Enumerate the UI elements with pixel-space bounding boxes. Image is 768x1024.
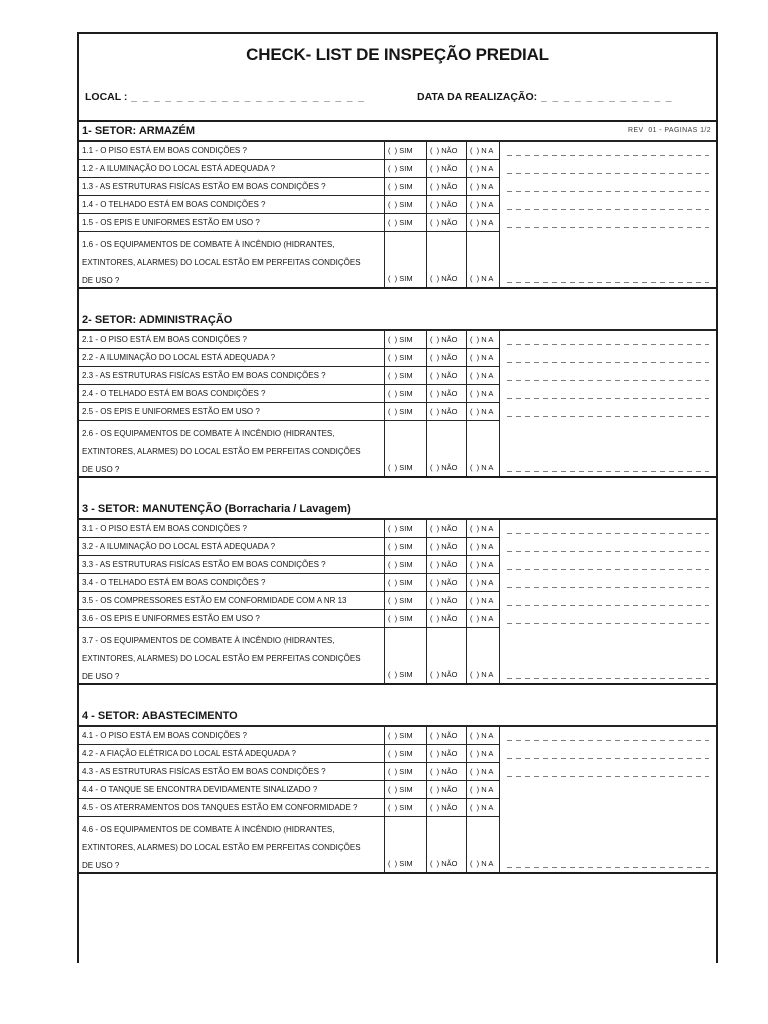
section-rows [79,727,716,874]
checklist-row [79,331,716,349]
question-text: 2.5 - OS EPIS E UNIFORMES ESTÃO EM USO ? [79,403,385,421]
question-text: 4.2 - A FIAÇÃO ELÉTRICA DO LOCAL ESTÁ ADEQUADA ? [79,745,385,763]
checkbox-sim[interactable]: ( ) SIM [385,421,427,476]
checklist-row [79,628,716,683]
question-text: 1.5 - OS EPIS E UNIFORMES ESTÃO EM USO ? [79,214,385,232]
checkbox-na[interactable]: ( ) N A [467,214,500,232]
checkbox-na[interactable]: ( ) N A [467,538,500,556]
question-text: 4.1 - O PISO ESTÁ EM BOAS CONDIÇÕES ? [79,727,385,745]
checkbox-nao[interactable]: ( ) NÃO [427,331,467,349]
checkbox-sim[interactable]: ( ) SIM [385,385,427,403]
section-header [79,500,716,520]
observation-field[interactable] [500,331,716,349]
question-text: 4.5 - OS ATERRAMENTOS DOS TANQUES ESTÃO EM CONFORMIDADE ? [79,799,385,817]
checkbox-nao[interactable]: ( ) NÃO [427,574,467,592]
question-text: 1.2 - A ILUMINAÇÃO DO LOCAL ESTÁ ADEQUADA ? [79,160,385,178]
checklist-row [79,421,716,476]
checkbox-na[interactable]: ( ) N A [467,556,500,574]
observation-field[interactable] [500,799,716,817]
checklist-row [79,232,716,287]
checklist-row [79,556,716,574]
checkbox-sim[interactable]: ( ) SIM [385,160,427,178]
observation-field[interactable] [500,538,716,556]
checkbox-na[interactable]: ( ) N A [467,232,500,287]
checkbox-sim[interactable]: ( ) SIM [385,403,427,421]
section-header [79,311,716,331]
observation-dashed-line [507,776,709,777]
observation-dashed-line [507,416,709,417]
question-text: 4.6 - OS EQUIPAMENTOS DE COMBATE À INCÊNDIO (HIDRANTES, EXTINTORES, ALARMES) DO LOCAL ESTÃO EM PERFEITAS CONDIÇÕES DE USO ? [79,817,385,872]
observation-field[interactable] [500,349,716,367]
checklist-row [79,196,716,214]
checkbox-na[interactable]: ( ) N A [467,385,500,403]
checklist-row [79,520,716,538]
checkbox-na[interactable]: ( ) N A [467,745,500,763]
checklist-row [79,538,716,556]
observation-dashed-line [507,344,709,345]
section-gap [79,685,716,707]
document-sheet [77,32,718,963]
checkbox-na[interactable]: ( ) N A [467,799,500,817]
section-title: 2- SETOR: ADMINISTRAÇÃO [82,313,233,326]
checkbox-sim[interactable]: ( ) SIM [385,214,427,232]
checklist-row [79,142,716,160]
checklist-row [79,349,716,367]
observation-field[interactable] [500,745,716,763]
question-text: 2.2 - A ILUMINAÇÃO DO LOCAL ESTÁ ADEQUADA ? [79,349,385,367]
checkbox-sim[interactable]: ( ) SIM [385,628,427,683]
checklist-section [79,311,716,478]
checkbox-nao[interactable]: ( ) NÃO [427,178,467,196]
checklist-row [79,367,716,385]
checkbox-nao[interactable]: ( ) NÃO [427,142,467,160]
observation-field[interactable] [500,178,716,196]
checkbox-na[interactable]: ( ) N A [467,763,500,781]
checkbox-sim[interactable]: ( ) SIM [385,574,427,592]
observation-field[interactable] [500,160,716,178]
observation-field[interactable] [500,385,716,403]
section-gap [79,478,716,500]
checkbox-na[interactable]: ( ) N A [467,628,500,683]
observation-field[interactable] [500,403,716,421]
checkbox-nao[interactable]: ( ) NÃO [427,160,467,178]
observation-dashed-line [507,587,709,588]
checkbox-nao[interactable]: ( ) NÃO [427,763,467,781]
observation-dashed-line [507,362,709,363]
checkbox-na[interactable]: ( ) N A [467,421,500,476]
checkbox-nao[interactable]: ( ) NÃO [427,520,467,538]
question-text: 3.2 - A ILUMINAÇÃO DO LOCAL ESTÁ ADEQUADA ? [79,538,385,556]
question-text: 3.1 - O PISO ESTÁ EM BOAS CONDIÇÕES ? [79,520,385,538]
section-rows [79,520,716,685]
section-title: 3 - SETOR: MANUTENÇÃO (Borracharia / Lavagem) [82,502,351,515]
question-text: 2.3 - AS ESTRUTURAS FISÍCAS ESTÃO EM BOAS CONDIÇÕES ? [79,367,385,385]
observation-field[interactable] [500,727,716,745]
checkbox-nao[interactable]: ( ) NÃO [427,538,467,556]
observation-field[interactable] [500,421,716,476]
checkbox-nao[interactable]: ( ) NÃO [427,781,467,799]
observation-dashed-line [507,471,709,472]
question-text: 1.4 - O TELHADO ESTÁ EM BOAS CONDIÇÕES ? [79,196,385,214]
checkbox-sim[interactable]: ( ) SIM [385,142,427,160]
checklist-section [79,500,716,685]
question-text: 3.4 - O TELHADO ESTÁ EM BOAS CONDIÇÕES ? [79,574,385,592]
checkbox-na[interactable]: ( ) N A [467,520,500,538]
checkbox-sim[interactable]: ( ) SIM [385,799,427,817]
checkbox-sim[interactable]: ( ) SIM [385,367,427,385]
page-title: CHECK- LIST DE INSPEÇÃO PREDIAL [246,45,549,64]
checkbox-nao[interactable]: ( ) NÃO [427,556,467,574]
question-text: 3.6 - OS EPIS E UNIFORMES ESTÃO EM USO ? [79,610,385,628]
checkbox-sim[interactable]: ( ) SIM [385,745,427,763]
observation-dashed-line [507,605,709,606]
date-field [417,91,673,103]
local-field [85,91,417,103]
checkbox-sim[interactable]: ( ) SIM [385,178,427,196]
section-header [79,122,716,142]
checkbox-na[interactable]: ( ) N A [467,142,500,160]
checklist-row [79,592,716,610]
observation-dashed-line [507,623,709,624]
checkbox-nao[interactable]: ( ) NÃO [427,745,467,763]
observation-field[interactable] [500,763,716,781]
checkbox-nao[interactable]: ( ) NÃO [427,817,467,872]
checkbox-nao[interactable]: ( ) NÃO [427,727,467,745]
observation-field[interactable] [500,196,716,214]
checkbox-na[interactable]: ( ) N A [467,610,500,628]
checkbox-sim[interactable]: ( ) SIM [385,520,427,538]
question-text: 4.3 - AS ESTRUTURAS FISÍCAS ESTÃO EM BOAS CONDIÇÕES ? [79,763,385,781]
observation-field[interactable] [500,520,716,538]
observation-dashed-line [507,173,709,174]
observation-dashed-line [507,551,709,552]
observation-dashed-line [507,533,709,534]
question-text: 1.1 - O PISO ESTÁ EM BOAS CONDIÇÕES ? [79,142,385,160]
observation-dashed-line [507,740,709,741]
checkbox-nao[interactable]: ( ) NÃO [427,196,467,214]
checklist-row [79,745,716,763]
observation-field[interactable] [500,214,716,232]
checkbox-sim[interactable]: ( ) SIM [385,763,427,781]
observation-dashed-line [507,758,709,759]
checklist-row [79,610,716,628]
checklist-row [79,403,716,421]
header-fields [85,91,710,103]
question-text: 3.5 - OS COMPRESSORES ESTÃO EM CONFORMIDADE COM A NR 13 [79,592,385,610]
section-header [79,707,716,727]
observation-dashed-line [507,227,709,228]
checkbox-na[interactable]: ( ) N A [467,349,500,367]
question-text: 2.4 - O TELHADO ESTÁ EM BOAS CONDIÇÕES ? [79,385,385,403]
checkbox-na[interactable]: ( ) N A [467,367,500,385]
checkbox-nao[interactable]: ( ) NÃO [427,403,467,421]
observation-field[interactable] [500,610,716,628]
observation-field[interactable] [500,592,716,610]
section-rows [79,142,716,289]
observation-dashed-line [507,380,709,381]
checklist-row [79,214,716,232]
observation-dashed-line [507,867,709,868]
checkbox-nao[interactable]: ( ) NÃO [427,232,467,287]
checklist-section [79,122,716,289]
section-title: 1- SETOR: ARMAZÉM [82,124,196,137]
checklist-row [79,385,716,403]
checklist-row [79,727,716,745]
observation-dashed-line [507,569,709,570]
local-blank-line[interactable]: _ _ _ _ _ _ _ _ _ _ _ _ _ _ _ _ _ _ _ _ _ [131,92,366,103]
question-text: 2.6 - OS EQUIPAMENTOS DE COMBATE À INCÊNDIO (HIDRANTES, EXTINTORES, ALARMES) DO LOCAL ESTÃO EM PERFEITAS CONDIÇÕES DE USO ? [79,421,385,476]
question-text: 1.6 - OS EQUIPAMENTOS DE COMBATE À INCÊNDIO (HIDRANTES, EXTINTORES, ALARMES) DO LOCAL ESTÃO EM PERFEITAS CONDIÇÕES DE USO ? [79,232,385,287]
checkbox-sim[interactable]: ( ) SIM [385,331,427,349]
date-label: DATA DA REALIZAÇÃO: [417,91,538,103]
checkbox-sim[interactable]: ( ) SIM [385,610,427,628]
checkbox-sim[interactable]: ( ) SIM [385,556,427,574]
section-title: 4 - SETOR: ABASTECIMENTO [82,709,238,722]
question-text: 4.4 - O TANQUE SE ENCONTRA DEVIDAMENTE SINALIZADO ? [79,781,385,799]
checkbox-nao[interactable]: ( ) NÃO [427,592,467,610]
checkbox-na[interactable]: ( ) N A [467,331,500,349]
checkbox-sim[interactable]: ( ) SIM [385,349,427,367]
checkbox-nao[interactable]: ( ) NÃO [427,610,467,628]
observation-field[interactable] [500,232,716,287]
local-label: LOCAL : [85,91,128,103]
observation-field[interactable] [500,574,716,592]
observation-dashed-line [507,191,709,192]
observation-dashed-line [507,678,709,679]
checkbox-na[interactable]: ( ) N A [467,781,500,799]
checklist-row [79,763,716,781]
question-text: 3.7 - OS EQUIPAMENTOS DE COMBATE À INCÊNDIO (HIDRANTES, EXTINTORES, ALARMES) DO LOCAL ESTÃO EM PERFEITAS CONDIÇÕES DE USO ? [79,628,385,683]
checklist-section [79,707,716,874]
checklist-row [79,817,716,872]
question-text: 3.3 - AS ESTRUTURAS FISÍCAS ESTÃO EM BOAS CONDIÇÕES ? [79,556,385,574]
observation-field[interactable] [500,556,716,574]
checkbox-na[interactable]: ( ) N A [467,403,500,421]
checkbox-nao[interactable]: ( ) NÃO [427,799,467,817]
observation-field[interactable] [500,781,716,799]
section-rev-note: REV 01 - PAGINAS 1/2 [628,127,711,134]
checklist-row [79,574,716,592]
checkbox-nao[interactable]: ( ) NÃO [427,367,467,385]
checkbox-nao[interactable]: ( ) NÃO [427,385,467,403]
observation-dashed-line [507,209,709,210]
checkbox-nao[interactable]: ( ) NÃO [427,214,467,232]
checkbox-nao[interactable]: ( ) NÃO [427,349,467,367]
checkbox-na[interactable]: ( ) N A [467,160,500,178]
section-rows [79,331,716,478]
date-blank-line[interactable]: _ _ _ _ _ _ _ _ _ _ _ _ [541,92,673,103]
checkbox-sim[interactable]: ( ) SIM [385,727,427,745]
checkbox-sim[interactable]: ( ) SIM [385,817,427,872]
checklist-row [79,160,716,178]
observation-dashed-line [507,155,709,156]
checkbox-na[interactable]: ( ) N A [467,574,500,592]
question-text: 1.3 - AS ESTRUTURAS FISÍCAS ESTÃO EM BOAS CONDIÇÕES ? [79,178,385,196]
checkbox-na[interactable]: ( ) N A [467,178,500,196]
checkbox-na[interactable]: ( ) N A [467,817,500,872]
checkbox-na[interactable]: ( ) N A [467,196,500,214]
sections-container [79,122,716,874]
observation-field[interactable] [500,367,716,385]
observation-dashed-line [507,398,709,399]
form-header [79,32,716,122]
question-text: 2.1 - O PISO ESTÁ EM BOAS CONDIÇÕES ? [79,331,385,349]
observation-field[interactable] [500,142,716,160]
checkbox-sim[interactable]: ( ) SIM [385,781,427,799]
checkbox-sim[interactable]: ( ) SIM [385,592,427,610]
checklist-row [79,178,716,196]
observation-field[interactable] [500,628,716,683]
section-gap [79,289,716,311]
checkbox-sim[interactable]: ( ) SIM [385,538,427,556]
checkbox-nao[interactable]: ( ) NÃO [427,628,467,683]
checkbox-sim[interactable]: ( ) SIM [385,232,427,287]
observation-dashed-line [507,282,709,283]
checklist-row [79,781,716,799]
checkbox-nao[interactable]: ( ) NÃO [427,421,467,476]
checkbox-na[interactable]: ( ) N A [467,727,500,745]
checkbox-na[interactable]: ( ) N A [467,592,500,610]
checklist-row [79,799,716,817]
checkbox-sim[interactable]: ( ) SIM [385,196,427,214]
observation-field[interactable] [500,817,716,872]
